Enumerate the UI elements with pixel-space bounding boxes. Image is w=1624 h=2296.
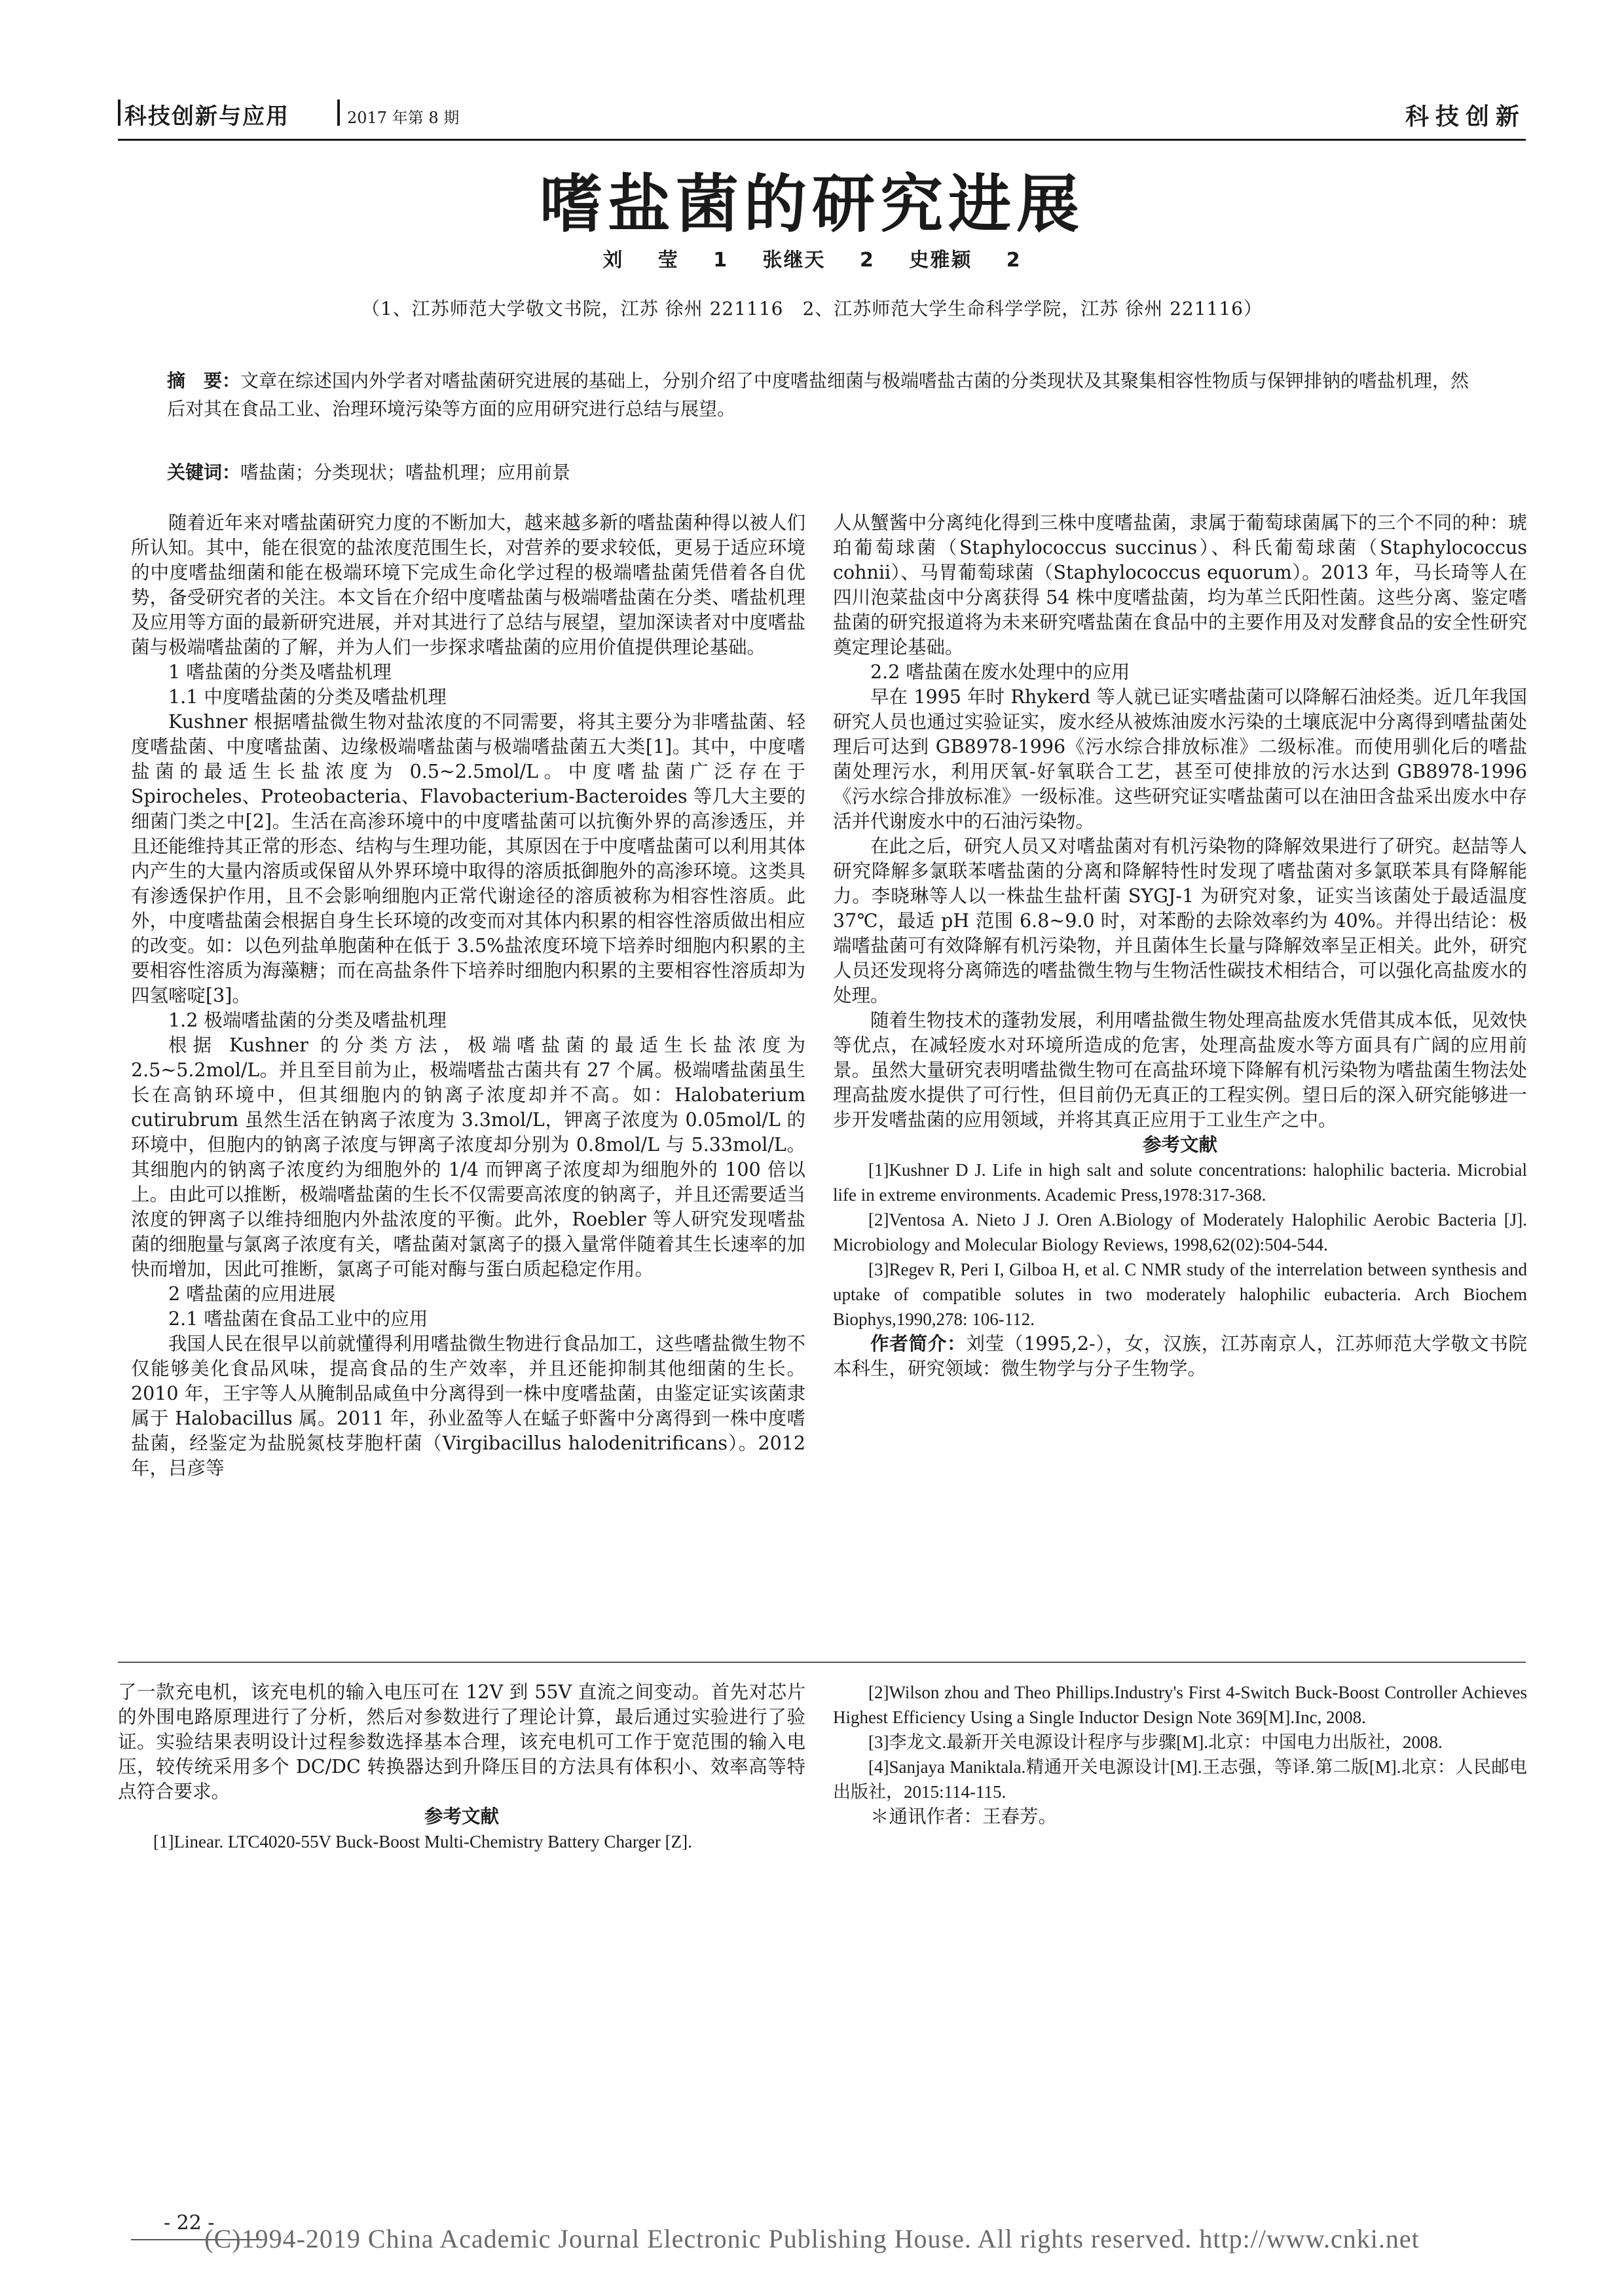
paragraph: 人从蟹酱中分离纯化得到三株中度嗜盐菌，隶属于葡萄球菌属下的三个不同的种：琥珀葡萄球菌（Staphylococcus succinus）、科氏葡萄球菌（Staphylococcus cohnii）、马胃葡萄球菌（Staphylococcus equorum）。2013 年，马长琦等人在四川泡菜盐卤中分离获得 54 株中度嗜盐菌，均为革兰氏阳性菌。这些分离、鉴定嗜盐菌的研究报道将为未来研究嗜盐菌在食品中的主要作用及对发酵食品的安全性研究奠定理论基础。 xyxy=(833,512,1527,658)
abstract-text: 文章在综述国内外学者对嗜盐菌研究进展的基础上，分别介绍了中度嗜盐细菌与极端嗜盐古菌的分类现状及其聚集相容性物质与保钾排钠的嗜盐机理，然后对其在食品工业、治理环境污染等方面的应用研究进行总结与展望。 xyxy=(167,370,1469,420)
section-label: 科技创新 xyxy=(1405,103,1526,130)
references-heading: 参考文献 xyxy=(424,1806,499,1827)
keywords xyxy=(167,458,1477,486)
journal-name: 科技创新与应用 xyxy=(124,103,289,130)
reference-item: [1]Kushner D J. Life in high salt and solute concentrations: halophilic bacteria. Microbial life in extreme environments. Academic Press,1978:317-368. xyxy=(833,1160,1527,1205)
paragraph: 在此之后，研究人员又对嗜盐菌对有机污染物的降解效果进行了研究。赵喆等人研究降解多氯联苯嗜盐菌的分离和降解特性时发现了嗜盐菌对多氯联苯具有降解能力。李晓琳等人以一株盐生盐杆菌 SYGJ-1 为研究对象，证实当该菌处于最适温度 37℃，最适 pH 范围 6.8~9.0 时，对苯酚的去除效率约为 40%。并得出结论：极端嗜盐菌可有效降解有机污染物，并且菌体生长量与降解效率呈正相关。此外，研究人员还发现将分离筛选的嗜盐微生物与生物活性碳技术相结合，可以强化高盐废水的处理。 xyxy=(833,835,1527,1006)
author-list: 刘 莹 1 张继天 2 史雅颖 2 xyxy=(602,249,1022,272)
paragraph: 随着近年来对嗜盐菌研究力度的不断加大，越来越多新的嗜盐菌种得以被人们所认知。其中，能在很宽的盐浓度范围生长，对营养的要求较低，更易于适应环境的中度嗜盐细菌和能在极端环境下完成生命化学过程的极端嗜盐菌凭借着各自优势，备受研究者的关注。本文旨在介绍中度嗜盐菌与极端嗜盐菌在分类、嗜盐机理及应用等方面的最新研究进展，并对其进行了总结与展望，望加深读者对中度嗜盐菌与极端嗜盐菌的了解，并为人们一步探求嗜盐菌的应用价值提供理论基础。 xyxy=(131,512,805,658)
header-separator-mid xyxy=(337,100,340,126)
paragraph: Kushner 根据嗜盐微生物对盐浓度的不同需要，将其主要分为非嗜盐菌、轻度嗜盐菌、中度嗜盐菌、边缘极端嗜盐菌与极端嗜盐菌五大类[1]。其中，中度嗜盐菌的最适生长盐浓度为 0.5~2.5mol/L。中度嗜盐菌广泛存在于 Spirocheles、Proteobacteria、Flavobacterium-Bacteroides 等几大主要的细菌门类之中[2]。生活在高渗环境中的中度嗜盐菌可以抗衡外界的高渗透压，并且还能维持其正常的形态、结构与生理功能，其原因在于中度嗜盐菌可以利用其体内产生的大量内溶质或保留从外界环境中取得的溶质抵御胞外的高渗环境。这类具有渗透保护作用，且不会影响细胞内正常代谢途径的溶质被称为相容性溶质。此外，中度嗜盐菌会根据自身生长环境的改变而对其体内积累的相容性溶质做出相应的改变。如：以色列盐单胞菌种在低于 3.5%盐浓度环境下培养时细胞内积累的主要相容性溶质为海藻糖；而在高盐条件下培养时细胞内积累的主要相容性溶质却为四氢嘧啶[3]。 xyxy=(131,711,805,1006)
header-rule xyxy=(118,139,1526,141)
paragraph: 根据 Kushner 的分类方法，极端嗜盐菌的最适生长盐浓度为 2.5~5.2mol/L。并且至目前为止，极端嗜盐古菌共有 27 个属。极端嗜盐菌虽生长在高钠环境中，但其细胞内的钠离子浓度却并不高。如：Halobaterium cutirubrum 虽然生活在钠离子浓度为 3.3mol/L，钾离子浓度为 0.05mol/L 的环境中，但胞内的钠离子浓度与钾离子浓度却分别为 0.8mol/L 与 5.33mol/L。其细胞内的钠离子浓度约为细胞外的 1/4 而钾离子浓度却为细胞外的 100 倍以上。由此可以推断，极端嗜盐菌的生长不仅需要高浓度的钠离子，并且还需要适当浓度的钾离子以维持细胞内外盐浓度的平衡。此外，Roebler 等人研究发现嗜盐菌的细胞量与氯离子浓度有关，嗜盐菌对氯离子的摄入量常伴随着其生长速率的加快而增加，因此可推断，氯离子可能对酶与蛋白质起稳定作用。 xyxy=(131,1034,805,1280)
abstract-label: 摘 要： xyxy=(167,370,241,392)
paragraph: 了一款充电机，该充电机的输入电压可在 12V 到 55V 直流之间变动。首先对芯片的外围电路原理进行了分析，然后对参数进行了理论计算，最后通过实验进行了验证。实验结果表明设计过程参数选择基本合理，该充电机可工作于宽范围的输入电压，较传统采用多个 DC/DC 转换器达到升降压目的方法具有体积小、效率高等特点符合要求。 xyxy=(118,1681,805,1802)
reference-item: [2]Ventosa A. Nieto J J. Oren A.Biology of Moderately Halophilic Aerobic Bacteria [J]. Microbiology and Molecular Biology Reviews, 1998,62(02):504-544. xyxy=(833,1210,1527,1254)
reference-item: [1]Linear. LTC4020-55V Buck-Boost Multi-Chemistry Battery Charger [Z]. xyxy=(153,1832,692,1851)
bottom-right-column xyxy=(833,1680,1527,1829)
keywords-text: 嗜盐菌；分类现状；嗜盐机理；应用前景 xyxy=(240,462,571,483)
reference-item: [3]李龙文.最新开关电源设计程序与步骤[M].北京：中国电力出版社，2008. xyxy=(868,1732,1443,1752)
right-column xyxy=(833,511,1527,1381)
paragraph: 随着生物技术的蓬勃发展，利用嗜盐微生物处理高盐废水凭借其成本低，见效快等优点，在减轻废水对环境所造成的危害，处理高盐废水等方面具有广阔的应用前景。虽然大量研究表明嗜盐微生物可在高盐环境下降解有机污染物为嗜盐菌生物法处理高盐废水提供了可行性，但目前仍无真正的工程实例。望日后的深入研究能够进一步开发嗜盐菌的应用领域，并将其真正应用于工业生产之中。 xyxy=(833,1010,1527,1131)
reference-item: [3]Regev R, Peri I, Gilboa H, et al. C NMR study of the interrelation between synthesis and uptake of compatible solutes in two moderately halophilic eubacteria. Arch Biochem Biophys,1990,278: 106-112. xyxy=(833,1260,1527,1329)
author-bio-text: 刘莹（1995,2-），女，汉族，江苏南京人，江苏师范大学敬文书院本科生，研究领域：微生物学与分子生物学。 xyxy=(833,1333,1527,1379)
paragraph: 早在 1995 年时 Rhykerd 等人就已证实嗜盐菌可以降解石油烃类。近几年我国研究人员也通过实验证实，废水经从被炼油废水污染的土壤底泥中分离得到嗜盐菌处理后可达到 GB8978-1996《污水综合排放标准》二级标准。而使用驯化后的嗜盐菌处理污水，利用厌氧-好氧联合工艺，甚至可使排放的污水达到 GB8978-1996《污水综合排放标准》一级标准。这些研究证实嗜盐菌可以在油田含盐采出废水中存活并代谢废水中的石油污染物。 xyxy=(833,686,1527,832)
page-number: - 22 - xyxy=(164,2212,215,2234)
issue-label: 2017 年第 8 期 xyxy=(347,109,460,127)
article-divider xyxy=(118,1662,1526,1663)
subsection-heading: 2.1 嗜盐菌在食品工业中的应用 xyxy=(168,1308,428,1330)
abstract xyxy=(167,367,1477,423)
subsection-heading: 1.1 中度嗜盐菌的分类及嗜盐机理 xyxy=(168,686,447,708)
subsection-heading: 1.2 极端嗜盐菌的分类及嗜盐机理 xyxy=(168,1010,447,1031)
affiliation: （1、江苏师范大学敬文书院，江苏 徐州 221116 2、江苏师范大学生命科学学院，江苏 徐州 221116） xyxy=(361,298,1263,319)
subsection-heading: 2.2 嗜盐菌在废水处理中的应用 xyxy=(870,661,1130,683)
article-title: 嗜盐菌的研究进展 xyxy=(540,167,1084,241)
references-heading: 参考文献 xyxy=(1142,1134,1217,1156)
section-heading: 2 嗜盐菌的应用进展 xyxy=(168,1283,336,1305)
corresponding-author: ＊通讯作者：王春芳。 xyxy=(870,1806,1058,1827)
reference-item: [4]Sanjaya Maniktala.精通开关电源设计[M].王志强，等译.第二版[M].北京：人民邮电出版社，2015:114-115. xyxy=(833,1757,1527,1802)
paragraph: 我国人民在很早以前就懂得利用嗜盐微生物进行食品加工，这些嗜盐微生物不仅能够美化食品风味，提高食品的生产效率，并且还能抑制其他细菌的生长。2010 年，王宇等人从腌制品咸鱼中分离得到一株中度嗜盐菌，由鉴定证实该菌隶属于 Halobacillus 属。2011 年，孙业盈等人在蜢子虾酱中分离得到一株中度嗜盐菌，经鉴定为盐脱氮枝芽胞杆菌（Virgibacillus halodenitrificans）。2012 年，吕彦等 xyxy=(131,1333,805,1479)
bottom-left-column xyxy=(118,1680,805,1854)
header-separator-left xyxy=(118,100,120,126)
section-heading: 1 嗜盐菌的分类及嗜盐机理 xyxy=(168,661,392,683)
author-bio xyxy=(833,1332,1527,1381)
author-bio-label: 作者简介： xyxy=(870,1333,967,1355)
running-header xyxy=(118,98,1526,135)
left-column xyxy=(131,511,805,1481)
reference-item: [2]Wilson zhou and Theo Phillips.Industry's First 4-Switch Buck-Boost Controller Achieves Highest Efficiency Using a Single Inductor Design Note 369[M].Inc, 2008. xyxy=(833,1683,1527,1727)
copyright-watermark: (C)1994-2019 China Academic Journal Electronic Publishing House. All rights reserved. http://www.cnki.net xyxy=(204,2224,1420,2253)
keywords-label: 关键词： xyxy=(167,462,241,483)
